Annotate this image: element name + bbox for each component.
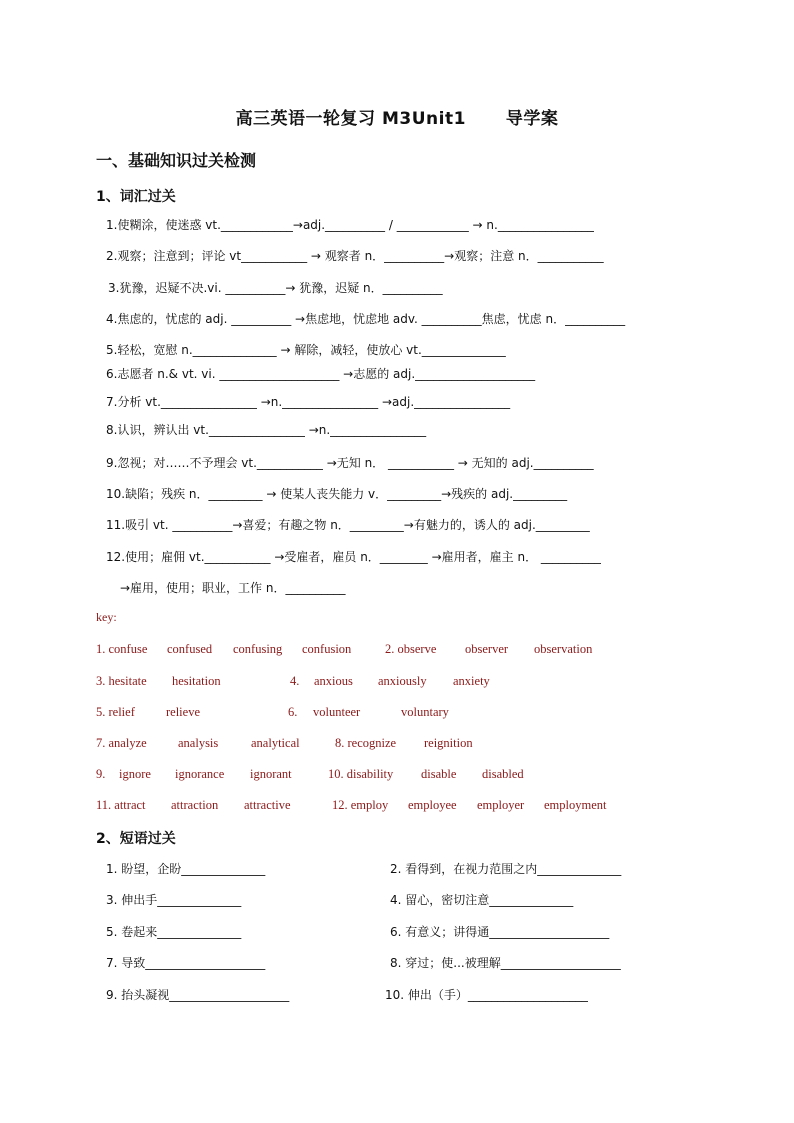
vocab-line-3: 3.犹豫，迟疑不决.vi. __________→ 犹豫，迟疑 n．__________ [108, 281, 443, 295]
phrase-1: 1. 盼望，企盼______________ [106, 862, 266, 876]
key-item: attractive [244, 798, 291, 812]
key-item: disable [421, 767, 457, 781]
phrase-2: 2. 看得到，在视力范围之内______________ [390, 862, 622, 876]
key-item: employer [477, 798, 525, 812]
vocab-line-1: 1.使糊涂，使迷惑 vt.____________→adj.__________ / ____________ → n.________________ [106, 218, 594, 232]
key-item: confusing [233, 642, 283, 656]
answer-key-label: key: [96, 610, 117, 624]
key-row-5 [96, 767, 524, 782]
phrase-8: 8. 穿过；使...被理解____________________ [390, 956, 621, 970]
vocab-line-2: 2.观察；注意到；评论 vt___________ → 观察者 n．__________→观察；注意 n．___________ [106, 249, 604, 263]
subheading-vocab: 1、词汇过关 [96, 189, 176, 205]
phrase-9: 9. 抬头凝视____________________ [106, 988, 290, 1002]
key-item: 7. analyze [96, 736, 147, 750]
key-item: 4. [290, 674, 300, 688]
vocab-line-11: 11.吸引 vt. __________→喜爱；有趣之物 n．_________→有魅力的，诱人的 adj._________ [106, 518, 590, 532]
key-item: analytical [251, 736, 300, 750]
key-item: reignition [424, 736, 473, 750]
key-item: 11. attract [96, 798, 146, 812]
phrase-6: 6. 有意义；讲得通____________________ [390, 925, 610, 939]
key-item: attraction [171, 798, 219, 812]
key-item: anxious [314, 674, 353, 688]
key-item: employment [544, 798, 607, 812]
key-item: observer [465, 642, 509, 656]
key-item: anxiety [453, 674, 490, 688]
key-item: 9. [96, 767, 106, 781]
key-row-6 [96, 798, 607, 813]
key-item: 8. recognize [335, 736, 397, 750]
vocab-line-4: 4.焦虑的，忧虑的 adj. __________ →焦虑地，忧虑地 adv. __________焦虑，忧虑 n．__________ [106, 312, 626, 326]
title-suffix: 导学案 [505, 109, 559, 129]
vocab-line-12: 12.使用；雇佣 vt.___________ →受雇者，雇员 n．________ →雇用者，雇主 n． __________ [106, 550, 601, 564]
phrase-4: 4. 留心，密切注意______________ [390, 893, 574, 907]
key-item: ignorant [250, 767, 292, 781]
vocab-line-5: 5.轻松，宽慰 n.______________ → 解除，减轻，使放心 vt.______________ [106, 343, 506, 357]
key-item: analysis [178, 736, 219, 750]
phrase-7: 7. 导致____________________ [106, 956, 266, 970]
key-row-2 [96, 674, 490, 689]
vocab-line-7: 7.分析 vt.________________ →n.________________ →adj.________________ [106, 395, 511, 409]
key-item: 6. [288, 705, 298, 719]
key-item: confused [167, 642, 213, 656]
phrase-3: 3. 伸出手______________ [106, 893, 242, 907]
key-item: 2. observe [385, 642, 437, 656]
key-item: 3. hesitate [96, 674, 147, 688]
key-item: 1. confuse [96, 642, 148, 656]
vocab-line-6: 6.志愿者 n.& vt. vi. ____________________ →志愿的 adj.____________________ [106, 367, 536, 381]
key-item: 10. disability [328, 767, 394, 781]
section-heading-basics: 一、基础知识过关检测 [96, 151, 257, 170]
key-item: volunteer [313, 705, 361, 719]
key-item: anxiously [378, 674, 427, 688]
key-row-1 [96, 642, 592, 657]
phrase-5: 5. 卷起来______________ [106, 925, 242, 939]
key-item: voluntary [401, 705, 449, 719]
subheading-phrases: 2、短语过关 [96, 831, 176, 847]
key-item: 5. relief [96, 705, 135, 719]
key-item: 12. employ [332, 798, 389, 812]
vocab-line-8: 8.认识，辨认出 vt.________________ →n.________________ [106, 423, 427, 437]
key-item: employee [408, 798, 457, 812]
vocab-line-12b: →雇用，使用；职业，工作 n．__________ [120, 581, 346, 595]
key-item: hesitation [172, 674, 221, 688]
key-item: ignorance [175, 767, 225, 781]
key-row-3 [96, 705, 449, 720]
phrase-10: 10. 伸出（手）____________________ [385, 988, 588, 1002]
key-item: ignore [119, 767, 151, 781]
key-item: disabled [482, 767, 524, 781]
document-title: 高三英语一轮复习 M3Unit1 导学案 [235, 109, 559, 129]
vocab-line-10: 10.缺陷；残疾 n．_________ → 使某人丧失能力 v．_________→残疾的 adj._________ [106, 487, 568, 501]
key-item: confusion [302, 642, 352, 656]
vocab-line-9: 9.忽视；对……不予理会 vt.___________ →无知 n． ___________ → 无知的 adj.__________ [106, 456, 594, 470]
key-row-4 [96, 736, 473, 751]
key-item: observation [534, 642, 593, 656]
key-item: relieve [166, 705, 201, 719]
